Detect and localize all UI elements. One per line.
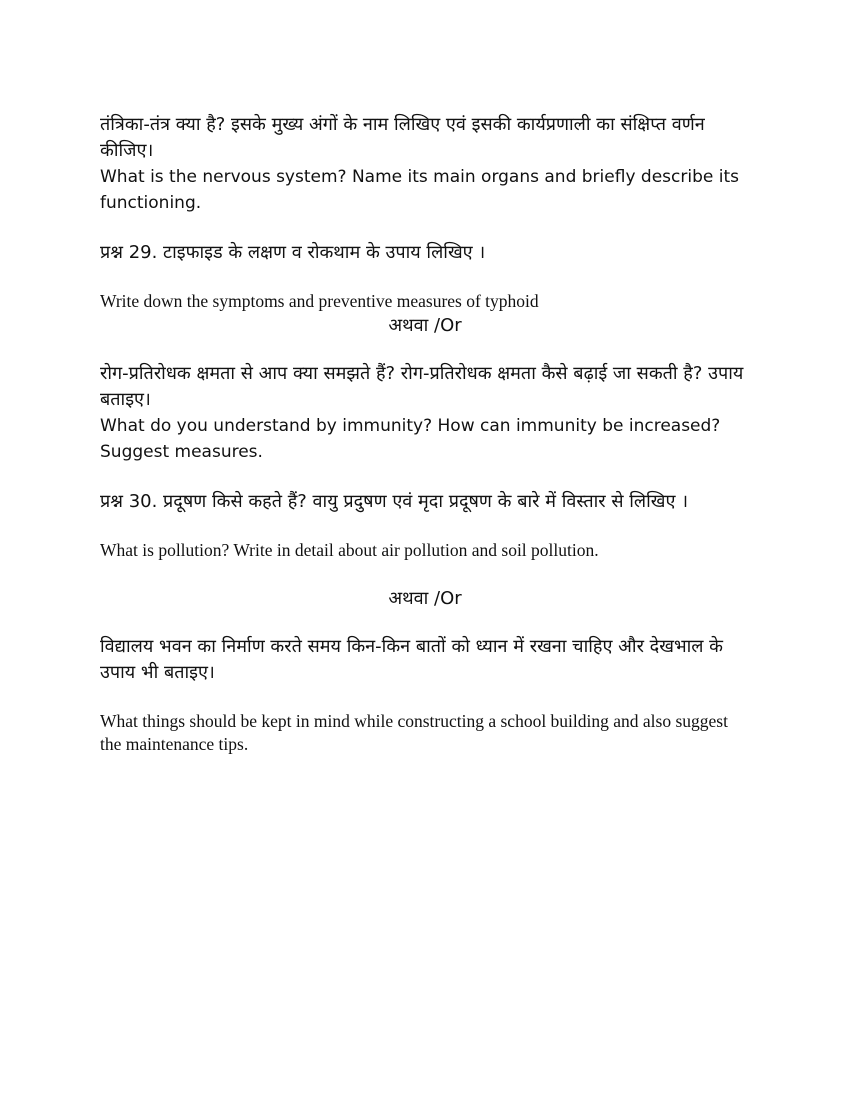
document-page (100, 112, 750, 756)
q30-or-label: अथवा /Or (388, 588, 462, 609)
q30-hindi: प्रश्न 30. प्रदूषण किसे कहते हैं? वायु प्रदुषण एवं मृदा प्रदूषण के बारे में विस्तार से लिखिए । (100, 491, 689, 512)
q29-english: Write down the symptoms and preventive measures of typhoid (100, 291, 539, 311)
q28-or-english: What is the nervous system? Name its main organs and briefly describe its functioning. (100, 167, 739, 213)
q30-alt-english: What things should be kept in mind while constructing a school building and also suggest the maintenance tips. (100, 711, 728, 754)
q28-or-hindi: तंत्रिका-तंत्र क्या है? इसके मुख्य अंगों के नाम लिखिए एवं इसकी कार्यप्रणाली का संक्षिप्त वर्णन कीजिए। (100, 114, 705, 161)
q30-alt-hindi: विद्यालय भवन का निर्माण करते समय किन-किन बातों को ध्यान में रखना चाहिए और देखभाल के उपाय भी बताइए। (100, 636, 724, 683)
q29-alt-hindi: रोग-प्रतिरोधक क्षमता से आप क्या समझते हैं? रोग-प्रतिरोधक क्षमता कैसे बढ़ाई जा सकती है? उपाय बताइए। (100, 363, 744, 410)
q29-alt-english: What do you understand by immunity? How can immunity be increased? Suggest measures. (100, 416, 721, 462)
q29-hindi: प्रश्न 29. टाइफाइड के लक्षण व रोकथाम के उपाय लिखिए । (100, 242, 486, 263)
q30-english: What is pollution? Write in detail about air pollution and soil pollution. (100, 540, 599, 560)
q29-or-label: अथवा /Or (388, 315, 462, 336)
